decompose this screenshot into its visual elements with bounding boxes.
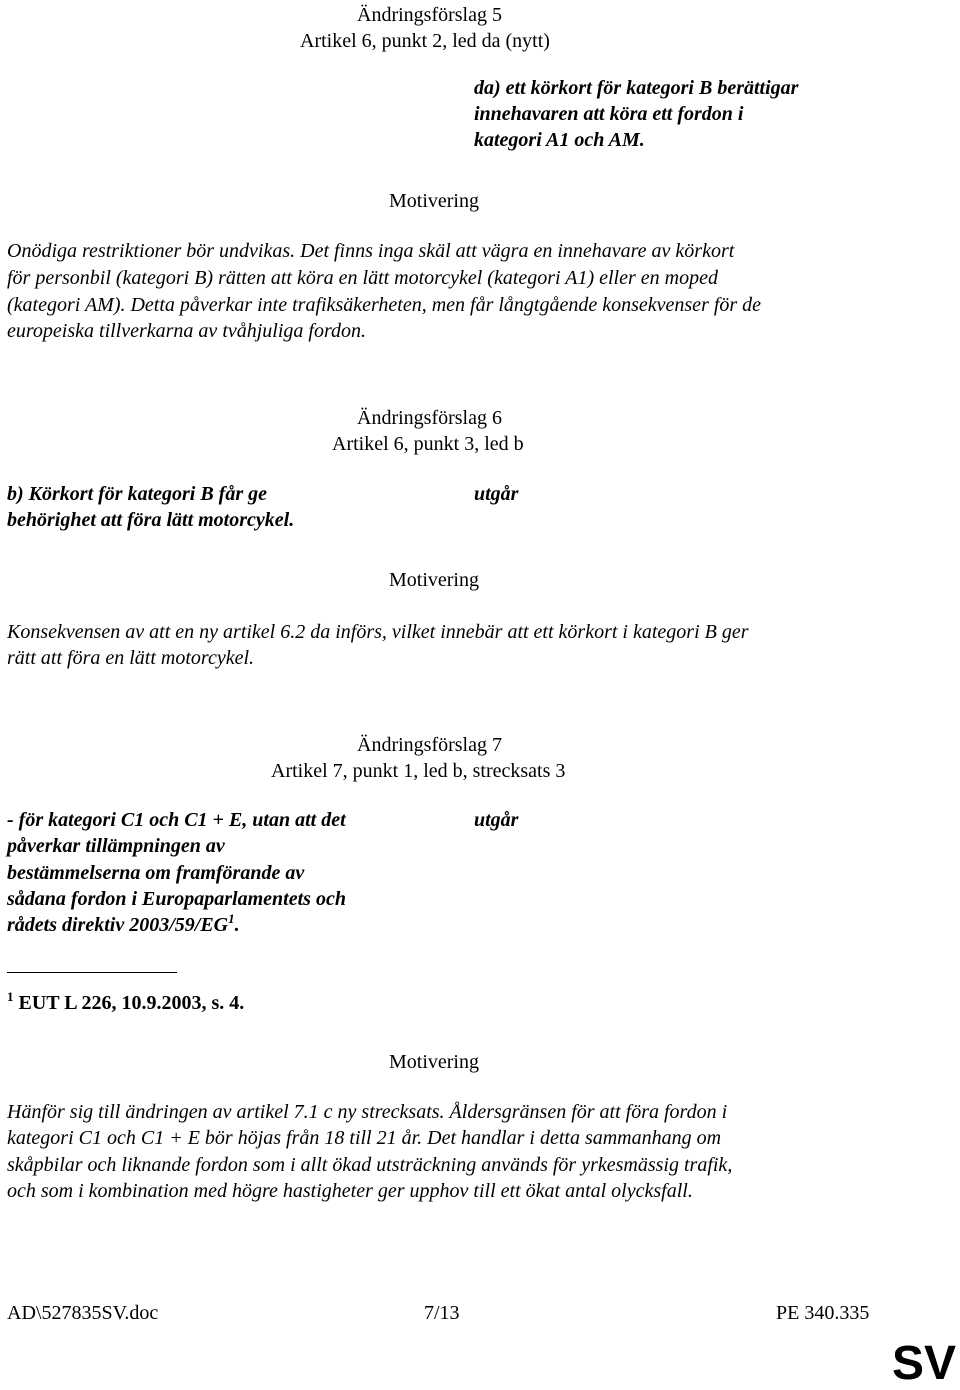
am7-motivering-heading: Motivering	[389, 1051, 479, 1073]
am7-title: Ändringsförslag 7	[357, 734, 502, 756]
am7-left-line-5	[7, 912, 240, 940]
am7-left-line-5-text: rådets direktiv 2003/59/EG	[7, 914, 229, 936]
footnote-reference[interactable]: 1	[228, 911, 235, 926]
am7-left-line-4: sådana fordon i Europaparlamentets och	[7, 888, 346, 910]
am7-left-line-1: - för kategori C1 och C1 + E, utan att det	[7, 809, 346, 831]
footer-page-number: 7/13	[424, 1302, 460, 1324]
am5-motivering-line-1: Onödiga restriktioner bör undvikas. Det finns inga skäl att vägra en innehavare av körkort	[7, 240, 735, 262]
am6-ref: Artikel 6, punkt 3, led b	[332, 433, 524, 455]
am7-motivering-line-3: skåpbilar och liknande fordon som i allt ökad utsträckning används för yrkesmässig trafik,	[7, 1154, 733, 1176]
am5-motivering-line-2: för personbil (kategori B) rätten att köra en lätt motorcykel (kategori A1) eller en moped	[7, 267, 718, 289]
am7-ref: Artikel 7, punkt 1, led b, strecksats 3	[271, 760, 566, 782]
am6-right-text: utgår	[474, 483, 519, 505]
footer-pe-ref: PE 340.335	[776, 1302, 870, 1324]
footnote-number: 1	[7, 989, 14, 1004]
am7-motivering-line-1: Hänför sig till ändringen av artikel 7.1 c ny strecksats. Åldersgränsen för att föra fordon i	[7, 1101, 728, 1123]
am6-left-line-1: b) Körkort för kategori B får ge	[7, 483, 267, 505]
am5-ref: Artikel 6, punkt 2, led da (nytt)	[300, 30, 550, 52]
am7-left-line-3: bestämmelserna om framförande av	[7, 862, 305, 884]
am5-motivering-line-3: (kategori AM). Detta påverkar inte trafiksäkerheten, men får långtgående konsekvenser för de	[7, 294, 762, 316]
footer-doc-ref: AD\527835SV.doc	[7, 1302, 159, 1324]
am6-title: Ändringsförslag 6	[357, 407, 502, 429]
am7-left-line-2: påverkar tillämpningen av	[7, 835, 225, 857]
am6-motivering-line-2: rätt att föra en lätt motorcykel.	[7, 647, 255, 669]
am6-motivering-line-1: Konsekvensen av att en ny artikel 6.2 da införs, vilket innebär att ett körkort i kategori B ger	[7, 621, 749, 643]
am5-right-line-2: innehavaren att köra ett fordon i	[474, 103, 744, 125]
am7-right-text: utgår	[474, 809, 519, 831]
am5-right-line-3: kategori A1 och AM.	[474, 129, 645, 151]
language-tag: SV	[891, 1337, 956, 1390]
am6-motivering-heading: Motivering	[389, 569, 479, 591]
am5-right-line-1: da) ett körkort för kategori B berättigar	[474, 77, 799, 99]
am7-motivering-line-2: kategori C1 och C1 + E bör höjas från 18 till 21 år. Det handlar i detta sammanhang om	[7, 1127, 722, 1149]
am6-left-line-2: behörighet att föra lätt motorcykel.	[7, 509, 295, 531]
footnote-text: EUT L 226, 10.9.2003, s. 4.	[18, 992, 245, 1014]
am5-motivering-line-4: europeiska tillverkarna av tvåhjuliga fordon.	[7, 320, 367, 342]
footnote	[7, 990, 244, 1018]
am5-title: Ändringsförslag 5	[357, 4, 502, 26]
am7-motivering-line-4: och som i kombination med högre hastigheter ger upphov till ett ökat antal olycksfall.	[7, 1180, 693, 1202]
am5-motivering-heading: Motivering	[389, 190, 479, 212]
footnote-separator	[7, 972, 177, 973]
am7-left-line-5-suffix: .	[234, 914, 240, 936]
